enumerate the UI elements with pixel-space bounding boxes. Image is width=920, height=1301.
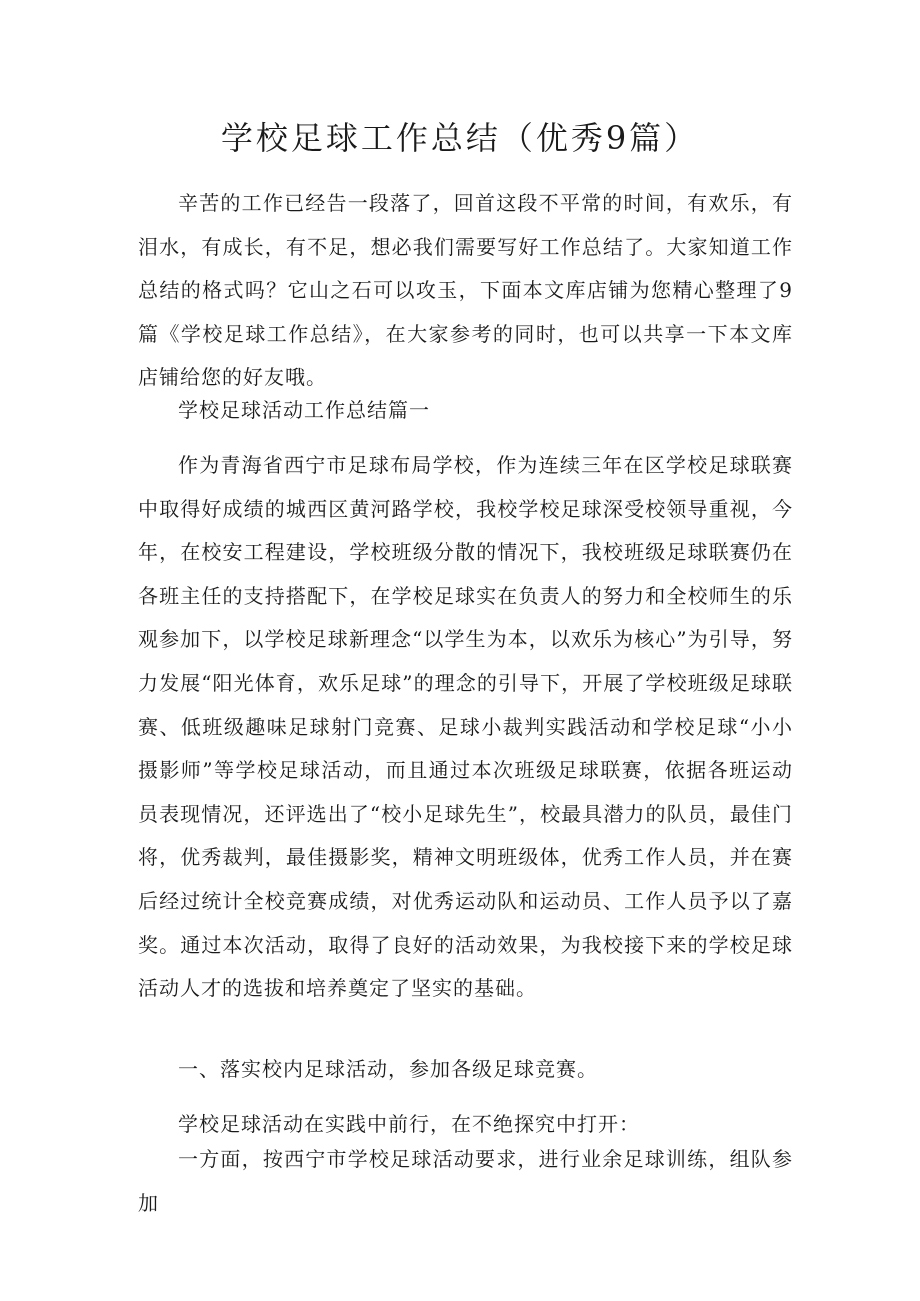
intro-paragraph: 辛苦的工作已经告一段落了，回首这段不平常的时间，有欢乐，有泪水，有成长，有不足，想必我们需要写好工作总结了。大家知道工作总结的格式吗？它山之石可以攻玉，下面本文库店铺为您精心整理了9篇《学校足球工作总结》，在大家参考的同时，也可以共享一下本文库店铺给您的好友哦。 xyxy=(138,191,793,390)
body-paragraph: 学校足球活动在实践中前行，在不绝探究中打开： xyxy=(178,1112,640,1136)
body-paragraph: 作为青海省西宁市足球布局学校，作为连续三年在区学校足球联赛中取得好成绩的城西区黄河路学校，我校学校足球深受校领导重视，今年，在校安工程建设，学校班级分散的情况下，我校班级足球联赛仍在各班主任的支持搭配下，在学校足球实在负责人的努力和全校师生的乐观参加下，以学校足球新理念“以学生为本，以欢乐为核心”为引导，努力发展“阳光体育，欢乐足球”的理念的引导下，开展了学校班级足球联赛、低班级趣味足球射门竞赛、足球小裁判实践活动和学校足球“小小摄影师”等学校足球活动，而且通过本次班级足球联赛，依据各班运动员表现情况，还评选出了“校小足球先生”，校最具潜力的队员，最佳门将，优秀裁判，最佳摄影奖，精神文明班级体，优秀工作人员，并在赛后经过统计全校竞赛成绩，对优秀运动队和运动员、工作人员予以了嘉奖。通过本次活动，取得了良好的活动效果，为我校接下来的学校足球活动人才的选拔和培养奠定了坚实的基础。 xyxy=(138,453,793,1001)
body-paragraph: 一方面，按西宁市学校足球活动要求，进行业余足球训练，组队参加 xyxy=(138,1147,793,1215)
subsection-heading: 一、落实校内足球活动，参加各级足球竞赛。 xyxy=(178,1057,598,1081)
document-title: 学校足球工作总结（优秀9篇） xyxy=(220,119,700,157)
section-heading: 学校足球活动工作总结篇一 xyxy=(178,398,430,422)
